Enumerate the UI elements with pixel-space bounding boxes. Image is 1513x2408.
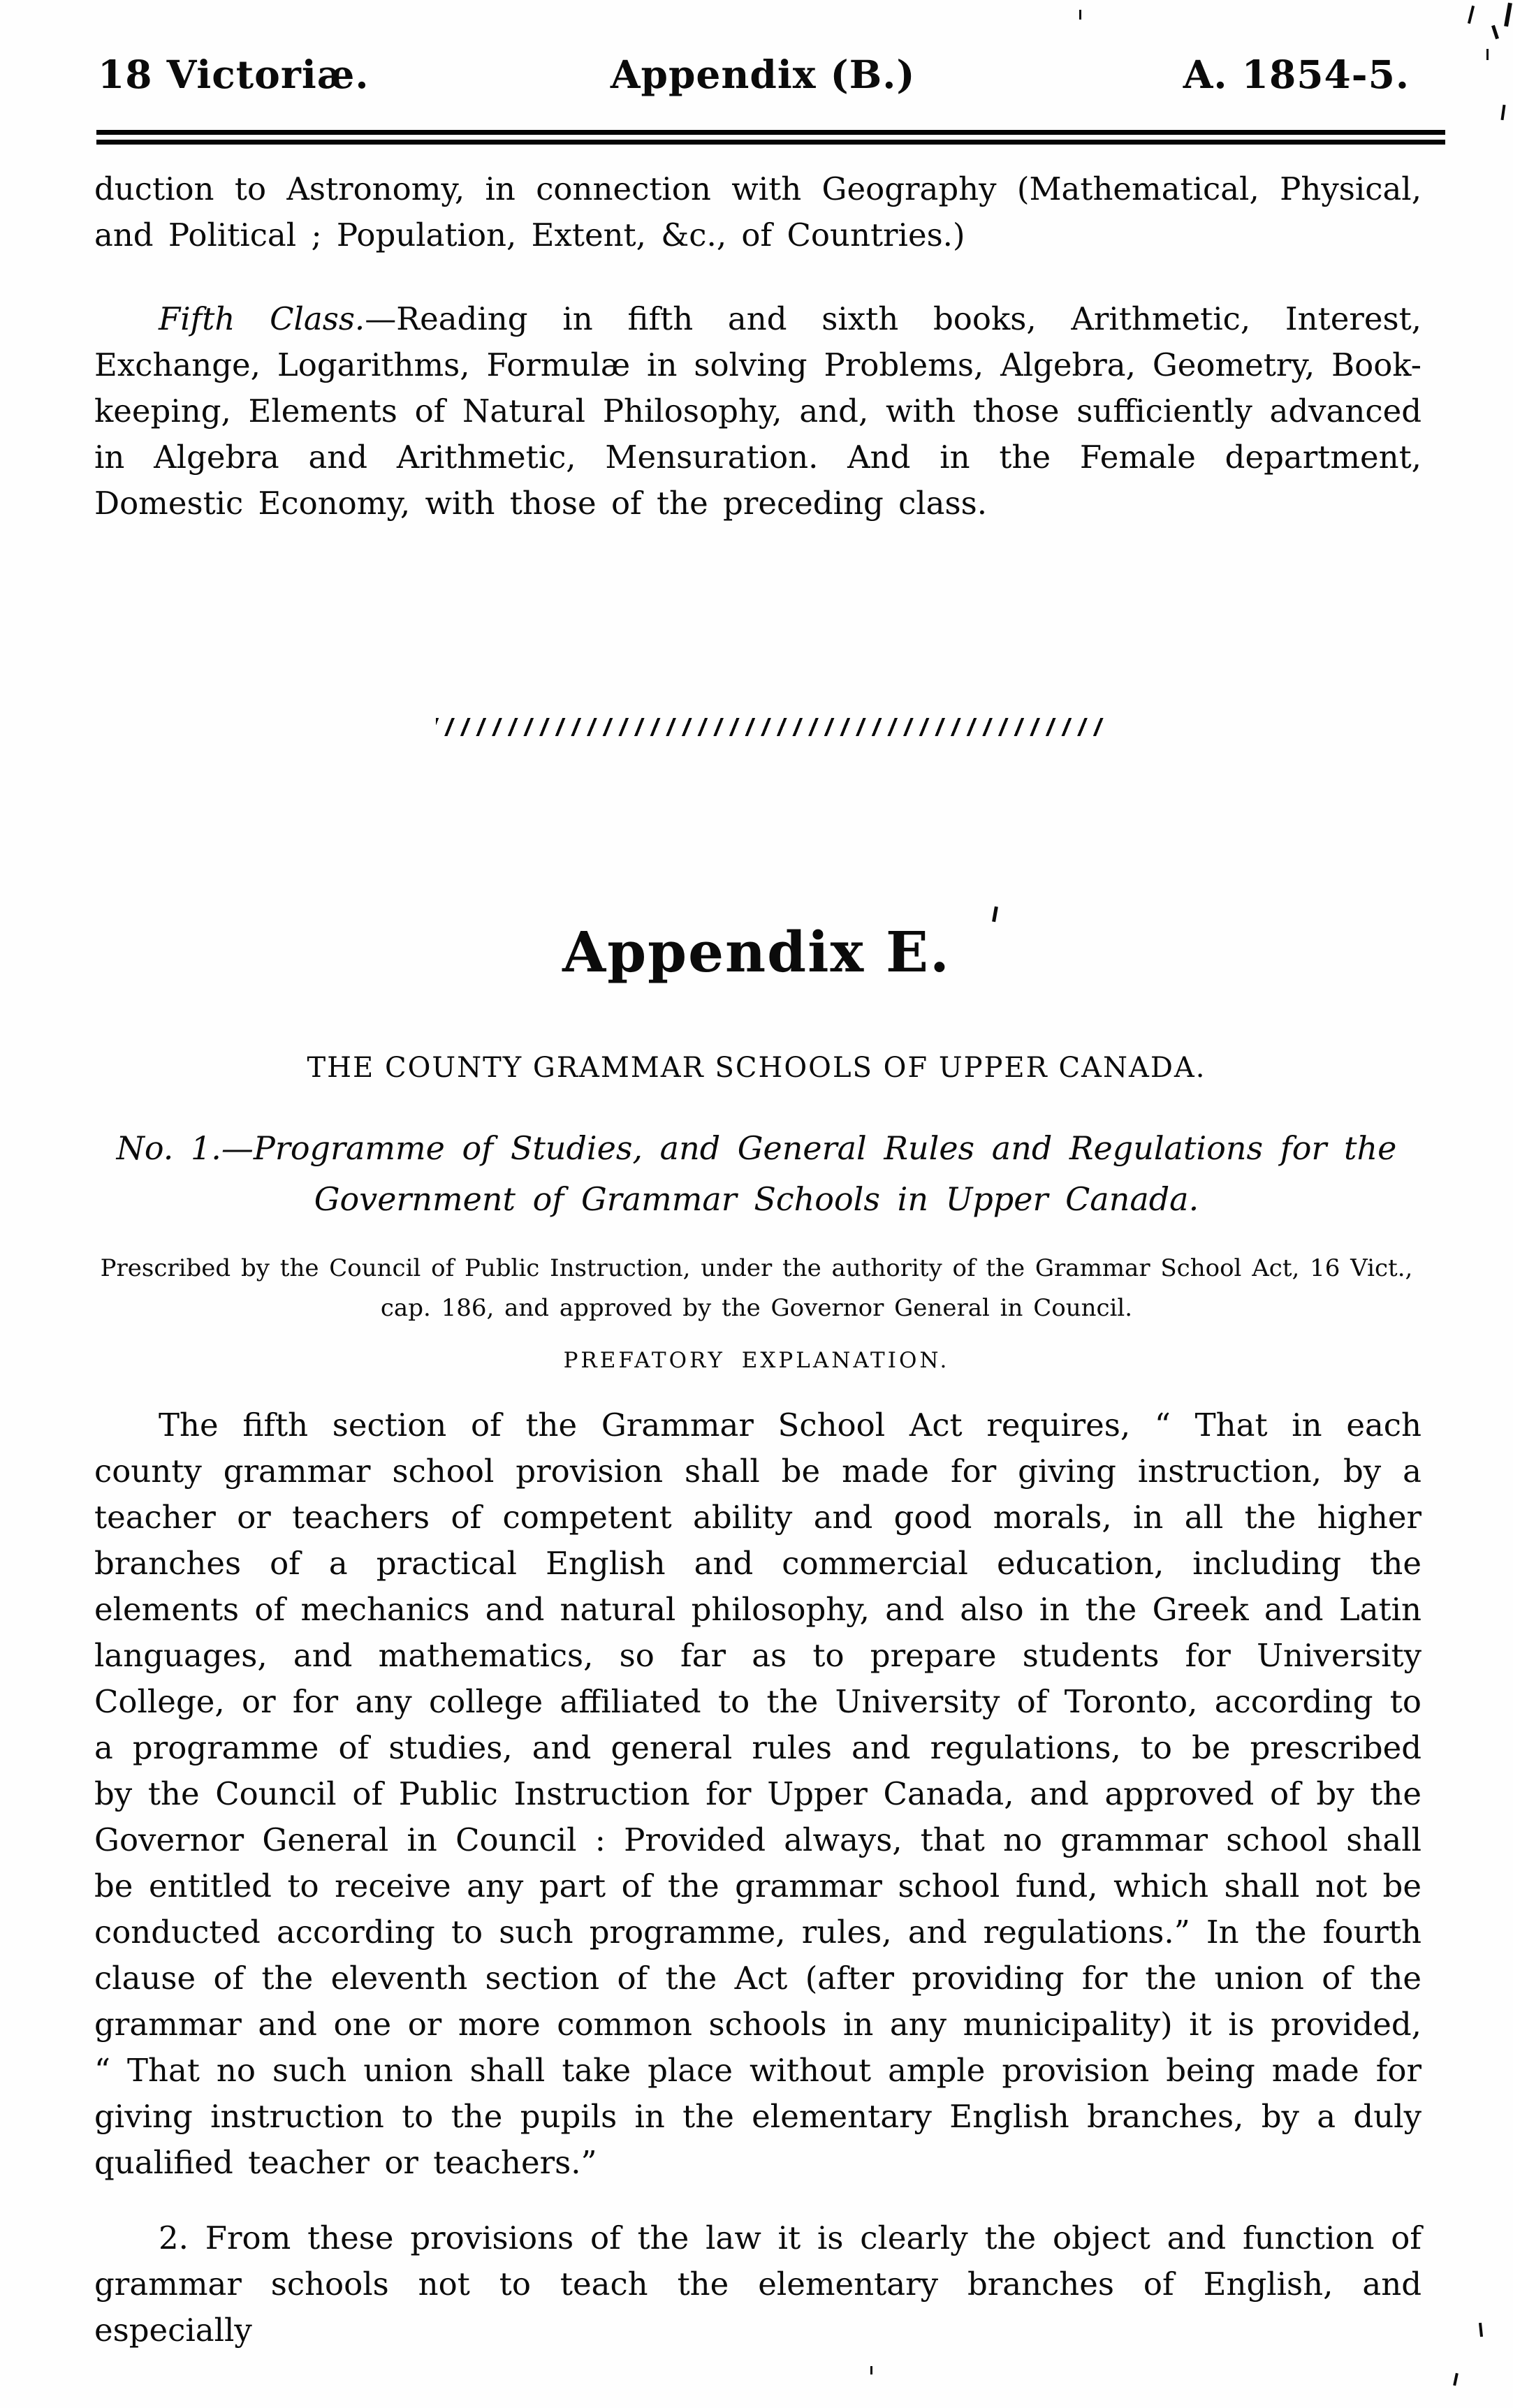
prefatory-paragraph-2: 2. From these provisions of the law it is clearly the object and function of grammar schools not to teach the elementary branches of English, and especially — [94, 2219, 1421, 2349]
scan-artifact — [1468, 6, 1475, 24]
header-appendix-label: Appendix (B.) — [610, 52, 916, 97]
scan-artifact — [870, 2366, 872, 2374]
prescribed-note: Prescribed by the Council of Public Instruction, under the authority of the Grammar School Act, 16 Vict., cap. 186, and approved by the Governor General in Council. — [100, 1254, 1413, 1322]
header-volume: 18 Victoriæ. — [98, 52, 370, 97]
scan-artifact — [1079, 10, 1081, 20]
prefatory-paragraph-1: The fifth section of the Grammar School Act requires, “ That in each county grammar school provision shall be made for giving instruction, by a teacher or teachers of competent ability and good morals, in all the higher branches of a practical English and commercial education, including the elements of mechanics and natural philosophy, and also in the Greek and Latin languages, and mathematics, so far as to prepare students for University College, or for any college affiliated to the University of Toronto, according to a programme of studies, and general rules and regulations, to be prescribed by the Council of Public Instruction for Upper Canada, and approved of by the Governor General in Council : Provided always, that no grammar school shall be entitled to receive any part of the grammar school fund, which shall not be conducted according to such programme, rules, and regulations.” In the fourth clause of the eleventh section of the Act (after providing for the union of the grammar and one or more common schools in any municipality) it is provided, “ That no such union shall take place without ample provision being made for giving instruction to the pupils in the elementary English branches, by a duly qualified teacher or teachers.” — [94, 1407, 1421, 2181]
document-subtitle: No. 1.—Programme of Studies, and General Rules and Regulations for the Government of Grammar Schools in Upper Canada. — [116, 1129, 1397, 1218]
scan-artifact — [1453, 2373, 1459, 2386]
squiggle-divider — [436, 718, 1106, 736]
scan-artifact — [1479, 2323, 1483, 2337]
fifth-class-paragraph — [94, 296, 1421, 527]
continuation-paragraph: duction to Astronomy, in connection with Geography (Mathematical, Physical, and Political ; Population, Extent, &c., of Countries.) — [94, 170, 1421, 254]
scan-artifact — [1500, 105, 1505, 120]
scan-artifact — [1486, 49, 1489, 60]
fifth-class-text: —Reading in fifth and sixth books, Arithmetic, Interest, Exchange, Logarithms, Formulæ in solving Problems, Algebra, Geometry, Book-keeping, Elements of Natural Philosophy, and, with those sufficiently advanced in Algebra and Arithmetic, Mensuration. And in the Female department, Domestic Economy, with those of the preceding class. — [94, 300, 1421, 522]
scan-artifact — [1504, 3, 1512, 27]
appendix-heading: Appendix E. — [562, 919, 951, 985]
header-year: A. 1854-5. — [1183, 52, 1410, 97]
prefatory-heading: PREFATORY EXPLANATION. — [563, 1348, 950, 1373]
scan-artifact — [1491, 25, 1499, 40]
page-header — [98, 52, 1410, 101]
fifth-class-lead: Fifth Class. — [159, 300, 365, 337]
section-title: THE COUNTY GRAMMAR SCHOOLS OF UPPER CANADA. — [307, 1052, 1206, 1084]
header-rule — [96, 130, 1445, 145]
